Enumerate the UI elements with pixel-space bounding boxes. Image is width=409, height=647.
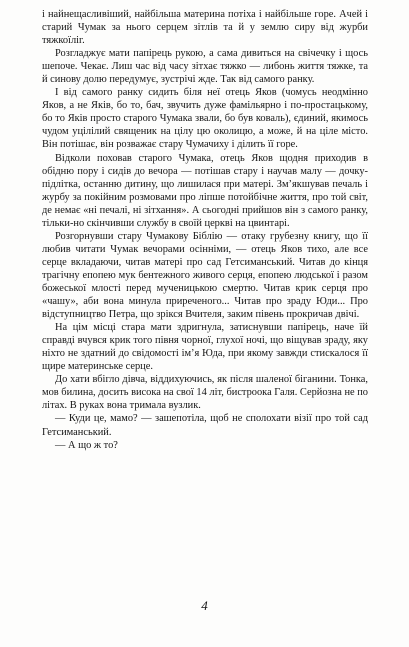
body-text <box>42 8 368 452</box>
paragraph: Розгладжує мати папірець рукою, а сама дивиться на свічечку і щось шепоче. Чекає. Лиш час від часу зітхає тяжко — либонь життя тяжке, та й синову долю передумує, зустрічі жде. Так від самого ранку. <box>42 48 368 86</box>
paragraph: До хати вбігло дівча, віддихуючись, як після шаленої біганини. Тонка, мов билина, досить висока на свої 14 літ, бистроока Галя. Серйозна не по літах. В руках вона тримала вузлик. <box>42 374 368 412</box>
paragraph: і найнещасливіший, найбільша материна потіха і найбільше горе. Ачей і старий Чумак за нього серцем зітлів та й у землю сиру від журби тяжкоїліг. <box>42 9 368 47</box>
paragraph: — Куди це, мамо? — зашепотіла, щоб не сполохати візії про той сад Гетсиманський. <box>42 413 368 438</box>
paragraph: На цім місці стара мати здригнула, затиснувши папірець, наче їй справді вчувся крик того півня чорної, глухої ночі, що віщував зраду, яку ніхто не здатний до свідомості ім’я Юда, при якому завжди стискалося її щире материнське серце. <box>42 322 368 373</box>
paragraph: — А що ж то? <box>55 439 118 451</box>
page-number: 4 <box>201 598 208 613</box>
paragraph: Розгорнувши стару Чумакову Біблію — отаку грубезну книгу, що її любив читати Чумак вечорами осінніми, — отець Яков тихо, але все серце вкладаючи, читав матері про сад Гетсиманський. Читав до кінця трагічну епопею мук бентежного живого серця, епопею людської і разом божеської млості перед мученицькою смертю. Читав крик серця про «чашу», аби вона минула приреченого... Читав про зраду Юди... Про відступництво Петра, що зрікся Вчителя, заким півень прокричав двічі. <box>42 230 368 321</box>
paragraph: І від самого ранку сидить біля неї отець Яков (чомусь неодмінно Яков, а не Яків, бо то, бач, звучить дуже фамільярно і по-простацькому, бо то Яків просто старого Чумака звали, бо був коваль), єдиний, якимось чудом уцілілий священик на цілу цю околицю, а може, й на ціле місто. Він потішає, він розважає стару Чумачиху і ділить її горе. <box>42 87 368 151</box>
paragraph: Відколи поховав старого Чумака, отець Яков щодня приходив в обідню пору і сидів до вечора — потішав стару і научав малу — дочку-підлітка, останню дитину, що лишилася при матері. Зм’якшував печаль і журбу за покійним розмовами про ліпше потойбічне життя, про той світ, де немає «ні печалі, ні зітхання». А сьогодні прийшов він з самого ранку, тільки-но скінчивши службу в своїй церкві на цвинтарі. <box>42 152 368 229</box>
